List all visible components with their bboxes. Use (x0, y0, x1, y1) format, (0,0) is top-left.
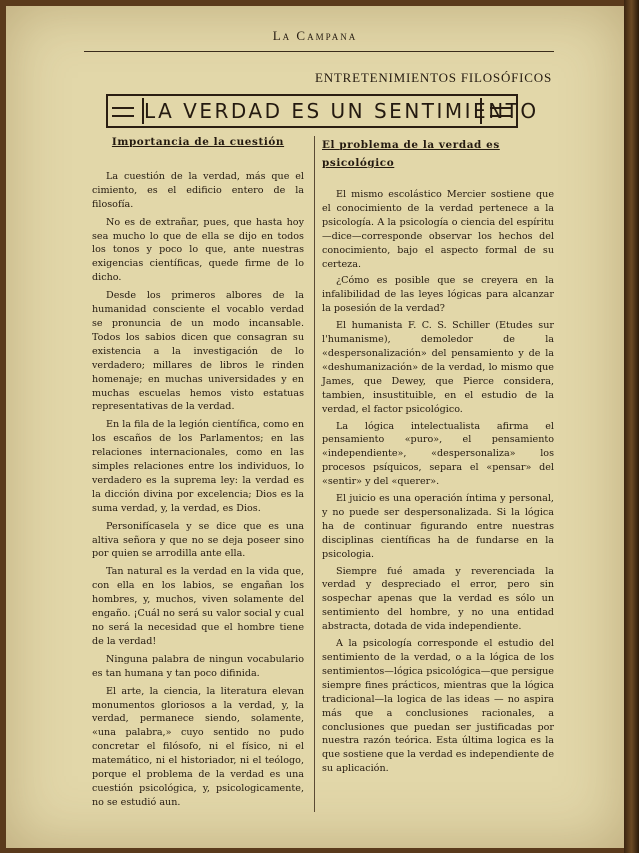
paragraph: El mismo escolástico Mercier sostiene que el conocimiento de la verdad pertenece a la psicología. A la psicología o ciencia del espíritu—dice—corresponde observar los hechos del conocimiento, bajo el aspecto formal de su certeza. (322, 189, 554, 270)
section-heading: ENTRETENIMIENTOS FILOSÓFICOS (314, 70, 552, 85)
right-column-heading: El problema de la verdad es psicológico (322, 139, 500, 169)
left-column-heading: Importancia de la cuestión (111, 136, 285, 148)
paragraph: El arte, la ciencia, la literatura elevan monumentos gloriosos a la verdad, y, la verdad, permanece siendo, solamente, «una palabra,» cuyo sentido no pudo concretar el filósofo, ni el físico, ni el matemático, ni el historiador, ni el teólogo, porque el problema de la verdad es una cuestión psicológica, y, psicologicamente, no se estudió aun. (92, 685, 304, 808)
paragraph: Desde los primeros albores de la humanidad consciente el vocablo verdad se pronuncia de un modo incansable. Todos los sabios dicen que consagran su existencia a la investigación de lo verdadero; millares de libros le rinden homenaje; en muchas universidades y en muchas escuelas hemos visto estatuas representativas de la verdad. (92, 290, 304, 413)
header-rule (84, 51, 554, 52)
column-divider (314, 136, 315, 812)
paragraph: Siempre fué amada y reverenciada la verdad y despreciado el error, pero sin sospechar apenas que la verdad es sólo un sentimiento del hombre, y no una entidad abstracta, dotada de vida independiente. (322, 565, 554, 633)
book-binding (624, 0, 639, 853)
paragraph: Personifícasela y se dice que es una altiva señora y que no se deja poseer sino por quien se arrodilla ante ella. (92, 520, 304, 560)
paragraph: A la psicología corresponde el estudio del sentimiento de la verdad, o a la lógica de los sentimientos—lógica psicológica—que persigue siempre fines prácticos, mientras que la lógica tradicional—la logica de las ideas — no aspira más que a conclusiones racionales, a conclusiones que puedan ser justificadas por nuestra razón teórica. Esta última logica es la que sostiene que la verdad es independiente de su aplicación. (322, 638, 554, 775)
paragraph: En la fila de la legión científica, como en los escaños de los Parlamentos; en las relaciones internacionales, como en las simples relaciones entre los individuos, lo verdadero es la suprema ley: la verdad es la dicción divina por excelencia; Dios es la suma verdad, y, la verdad, es Dios. (92, 419, 304, 514)
article-title-frame (106, 94, 539, 128)
magazine-page (6, 6, 624, 848)
paragraph: Ninguna palabra de ningun vocabulario es tan humana y tan poco difinida. (92, 653, 304, 679)
paragraph: La cuestión de la verdad, más que el cimiento, es el edificio entero de la filosofía. (92, 170, 304, 210)
article-title: LA VERDAD ES UN SENTIMIENTO (144, 99, 539, 123)
running-head: La Campana (272, 28, 358, 43)
paragraph: La lógica intelectualista afirma el pensamiento «puro», el pensamiento «independiente», «despersonaliza» los procesos psíquicos, separa el «pensar» del «sentir» y del «querer». (322, 420, 554, 488)
paragraph: No es de extrañar, pues, que hasta hoy sea mucho lo que de ella se dijo en todos los tonos y poco lo que, ante nuestras exigencias científicas, quede firme de lo dicho. (92, 216, 304, 284)
paragraph: El humanista F. C. S. Schiller (Etudes sur l'humanisme), demoledor de la «despersonalización» del pensamiento y de la «deshumanización» de la verdad, lo mismo que James, que Dewey, que Pierce considera, tambien, insustituible, en el estudio de la verdad, el factor psicológico. (322, 320, 554, 415)
title-ornament-right (490, 107, 512, 117)
left-column (92, 136, 304, 814)
right-column (322, 136, 554, 779)
paragraph: Tan natural es la verdad en la vida que, con ella en los labios, se engañan los hombres, y, muchos, viven solamente del engaño. ¡Cuál no será su valor social y cual no será la necesidad que el hombre tiene de la verdad! (92, 566, 304, 647)
paragraph: El juicio es una operación íntima y personal, y no puede ser despersonalizada. Si la lógica ha de continuar figurando entre nuestras disciplinas científicas ha de fundarse en la psicologia. (322, 493, 554, 560)
title-ornament-left (112, 107, 134, 117)
paragraph: ¿Cómo es posible que se creyera en la infalibilidad de las leyes lógicas para alcanzar la posesión de la verdad? (322, 275, 554, 315)
